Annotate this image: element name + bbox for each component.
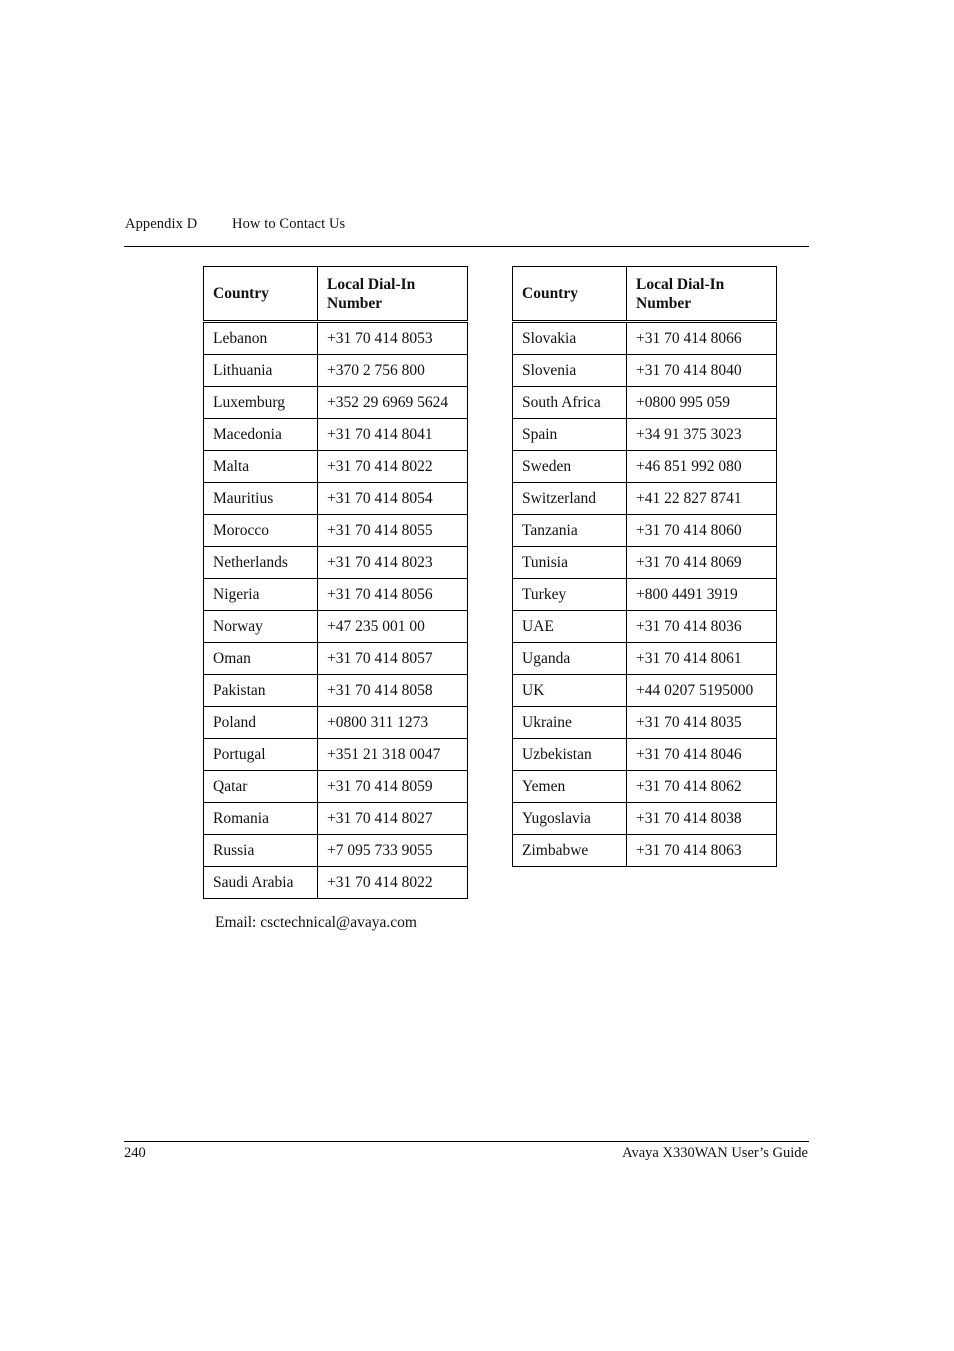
country-cell: Mauritius [204, 483, 318, 515]
table-row [204, 579, 468, 611]
table-row [204, 451, 468, 483]
country-cell: Russia [204, 835, 318, 867]
column-header-line: Local Dial-In [636, 275, 725, 293]
country-cell: Poland [204, 707, 318, 739]
dial-in-number-cell: +31 70 414 8022 [318, 867, 468, 899]
dial-in-number-cell: +0800 995 059 [627, 387, 777, 419]
dial-in-number-cell: +31 70 414 8038 [627, 803, 777, 835]
country-cell: Norway [204, 611, 318, 643]
table-row [204, 643, 468, 675]
chapter-label: Appendix D [125, 216, 198, 232]
dial-in-number-cell: +0800 311 1273 [318, 707, 468, 739]
dial-in-number-cell: +31 70 414 8022 [318, 451, 468, 483]
dial-in-number-cell: +31 70 414 8061 [627, 643, 777, 675]
column-header-country: Country [204, 267, 318, 322]
country-cell: Tunisia [513, 547, 627, 579]
table-row [204, 835, 468, 867]
column-header-number [627, 267, 777, 322]
dial-in-number-cell: +31 70 414 8063 [627, 835, 777, 867]
country-cell: Yugoslavia [513, 803, 627, 835]
country-cell: Slovenia [513, 355, 627, 387]
dial-in-number-cell: +31 70 414 8035 [627, 707, 777, 739]
dial-in-number-cell: +31 70 414 8056 [318, 579, 468, 611]
table-row [204, 483, 468, 515]
dial-in-number-cell: +31 70 414 8046 [627, 739, 777, 771]
dial-in-number-cell: +34 91 375 3023 [627, 419, 777, 451]
table-row [204, 675, 468, 707]
table-row [204, 611, 468, 643]
dial-in-number-cell: +46 851 992 080 [627, 451, 777, 483]
table-body [204, 322, 468, 899]
dial-in-number-cell: +31 70 414 8023 [318, 547, 468, 579]
dial-in-number-cell: +31 70 414 8058 [318, 675, 468, 707]
dial-in-number-cell: +800 4491 3919 [627, 579, 777, 611]
country-cell: Tanzania [513, 515, 627, 547]
country-cell: Uganda [513, 643, 627, 675]
table-row [513, 451, 777, 483]
book-title: Avaya X330WAN User’s Guide [622, 1145, 808, 1161]
table-row [513, 515, 777, 547]
dial-in-number-cell: +31 70 414 8041 [318, 419, 468, 451]
country-cell: Portugal [204, 739, 318, 771]
table-row [513, 547, 777, 579]
country-cell: Oman [204, 643, 318, 675]
country-cell: Pakistan [204, 675, 318, 707]
dial-in-number-cell: +370 2 756 800 [318, 355, 468, 387]
dial-in-number-cell: +31 70 414 8055 [318, 515, 468, 547]
country-cell: Zimbabwe [513, 835, 627, 867]
dial-in-number-cell: +31 70 414 8057 [318, 643, 468, 675]
dial-in-number-cell: +41 22 827 8741 [627, 483, 777, 515]
table-row [513, 835, 777, 867]
dial-in-number-cell: +31 70 414 8060 [627, 515, 777, 547]
country-cell: Spain [513, 419, 627, 451]
table-row [513, 643, 777, 675]
country-cell: Malta [204, 451, 318, 483]
dial-in-number-cell: +31 70 414 8027 [318, 803, 468, 835]
table-row [204, 322, 468, 355]
table-row [204, 739, 468, 771]
footer-rule [124, 1141, 809, 1142]
column-header-line: Local Dial-In [327, 275, 416, 293]
table-row [513, 355, 777, 387]
dial-in-table-left [203, 266, 468, 899]
table-row [513, 611, 777, 643]
dial-in-number-cell: +31 70 414 8069 [627, 547, 777, 579]
table-row [513, 803, 777, 835]
dial-in-number-cell: +7 095 733 9055 [318, 835, 468, 867]
dial-in-number-cell: +44 0207 5195000 [627, 675, 777, 707]
country-cell: Switzerland [513, 483, 627, 515]
header-rule [124, 246, 809, 247]
country-cell: South Africa [513, 387, 627, 419]
table-header-row [513, 267, 777, 322]
column-header-country: Country [513, 267, 627, 322]
table-row [204, 515, 468, 547]
table-header-row [204, 267, 468, 322]
table-row [204, 419, 468, 451]
dial-in-number-cell: +31 70 414 8062 [627, 771, 777, 803]
table-row [513, 483, 777, 515]
dial-in-number-cell: +351 21 318 0047 [318, 739, 468, 771]
dial-in-number-cell: +31 70 414 8059 [318, 771, 468, 803]
country-cell: Luxemburg [204, 387, 318, 419]
table-row [513, 579, 777, 611]
country-cell: UK [513, 675, 627, 707]
support-email: Email: csctechnical@avaya.com [215, 914, 417, 931]
table-row [204, 387, 468, 419]
dial-in-number-cell: +31 70 414 8066 [627, 322, 777, 355]
dial-in-number-cell: +47 235 001 00 [318, 611, 468, 643]
page-number: 240 [124, 1145, 146, 1161]
table-row [513, 771, 777, 803]
country-cell: Slovakia [513, 322, 627, 355]
table-row [513, 739, 777, 771]
country-cell: Sweden [513, 451, 627, 483]
country-cell: Ukraine [513, 707, 627, 739]
country-cell: Saudi Arabia [204, 867, 318, 899]
dial-in-number-cell: +352 29 6969 5624 [318, 387, 468, 419]
dial-in-number-cell: +31 70 414 8054 [318, 483, 468, 515]
table-row [204, 707, 468, 739]
table-row [204, 867, 468, 899]
running-header [125, 216, 345, 233]
dial-in-number-cell: +31 70 414 8040 [627, 355, 777, 387]
dial-in-number-cell: +31 70 414 8036 [627, 611, 777, 643]
country-cell: Turkey [513, 579, 627, 611]
country-cell: Romania [204, 803, 318, 835]
country-cell: Lebanon [204, 322, 318, 355]
table-row [513, 387, 777, 419]
column-header-number [318, 267, 468, 322]
column-header-line: Number [327, 294, 383, 312]
table-row [204, 771, 468, 803]
table-row [513, 322, 777, 355]
country-cell: Netherlands [204, 547, 318, 579]
table-row [204, 355, 468, 387]
country-cell: Macedonia [204, 419, 318, 451]
table-row [513, 675, 777, 707]
table-row [513, 707, 777, 739]
table-body [513, 322, 777, 867]
dial-in-table-right [512, 266, 777, 867]
table-row [513, 419, 777, 451]
country-cell: Lithuania [204, 355, 318, 387]
country-cell: Qatar [204, 771, 318, 803]
dial-in-number-cell: +31 70 414 8053 [318, 322, 468, 355]
country-cell: Yemen [513, 771, 627, 803]
section-title: How to Contact Us [232, 216, 346, 232]
column-header-line: Number [636, 294, 692, 312]
country-cell: Morocco [204, 515, 318, 547]
country-cell: Nigeria [204, 579, 318, 611]
table-row [204, 803, 468, 835]
table-row [204, 547, 468, 579]
country-cell: Uzbekistan [513, 739, 627, 771]
country-cell: UAE [513, 611, 627, 643]
